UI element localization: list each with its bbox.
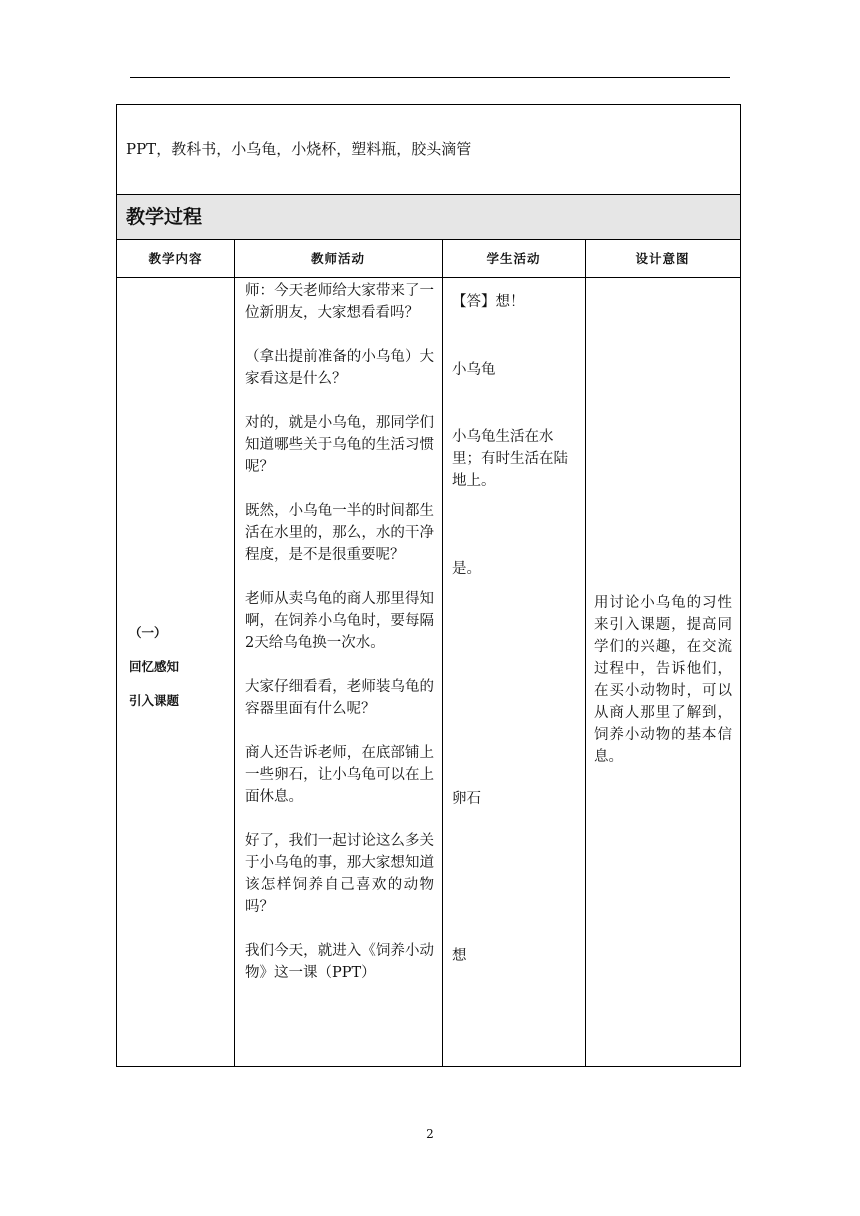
materials-row: PPT，教科书，小乌龟，小烧杯，塑料瓶，胶头滴管 bbox=[117, 105, 740, 195]
student-answer: 是。 bbox=[452, 561, 481, 577]
content-line: （一） bbox=[129, 625, 167, 640]
teacher-paragraph: 老师从卖乌龟的商人那里得知啊，在饲养小乌龟时，要每隔2天给乌龟换一次水。 bbox=[245, 591, 434, 651]
teacher-paragraph: 对的，就是小乌龟，那同学们知道哪些关于乌龟的生活习惯呢？ bbox=[245, 415, 434, 475]
teacher-paragraph: 好了，我们一起讨论这么多关于小乌龟的事，那大家想知道该怎样饲养自己喜欢的动物吗？ bbox=[245, 833, 434, 915]
content-line: 引入课题 bbox=[129, 693, 180, 708]
teacher-paragraph: （拿出提前准备的小乌龟）大家看这是什么？ bbox=[245, 349, 434, 387]
lesson-table bbox=[116, 104, 741, 1067]
header-teacher: 教师活动 bbox=[234, 240, 442, 278]
student-answer: 小乌龟生活在水里；有时生活在陆地上。 bbox=[452, 429, 568, 489]
header-rule bbox=[130, 77, 730, 78]
section-title: 教学过程 bbox=[117, 195, 740, 240]
teacher-paragraph: 商人还告诉老师，在底部铺上一些卵石，让小乌龟可以在上面休息。 bbox=[245, 745, 434, 805]
header-content: 教学内容 bbox=[117, 240, 234, 278]
content-line: 回忆感知 bbox=[129, 659, 180, 674]
content-cell bbox=[117, 278, 234, 1066]
intent-cell: 用讨论小乌龟的习性来引入课题，提高同学们的兴趣，在交流过程中，告诉他们，在买小动物时，可以从商人那里了解到，饲养小动物的基本信息。 bbox=[594, 595, 732, 765]
student-answer: 想 bbox=[452, 948, 467, 964]
teacher-paragraph: 大家仔细看看，老师装乌龟的容器里面有什么呢？ bbox=[245, 679, 434, 717]
student-answer: 小乌龟 bbox=[452, 362, 496, 378]
student-cell bbox=[442, 278, 585, 1066]
student-answer: 卵石 bbox=[452, 791, 481, 807]
teacher-paragraph: 我们今天，就进入《饲养小动物》这一课（PPT） bbox=[245, 943, 434, 981]
header-intent: 设计意图 bbox=[585, 240, 740, 278]
teacher-cell bbox=[234, 278, 442, 1066]
header-student: 学生活动 bbox=[442, 240, 585, 278]
teacher-paragraph: 师：今天老师给大家带来了一位新朋友，大家想看看吗？ bbox=[245, 283, 434, 321]
page-number: 2 bbox=[426, 1127, 434, 1141]
student-answer: 【答】想！ bbox=[452, 294, 525, 310]
teacher-paragraph: 既然，小乌龟一半的时间都生活在水里的，那么，水的干净程度，是不是很重要呢？ bbox=[245, 503, 434, 563]
